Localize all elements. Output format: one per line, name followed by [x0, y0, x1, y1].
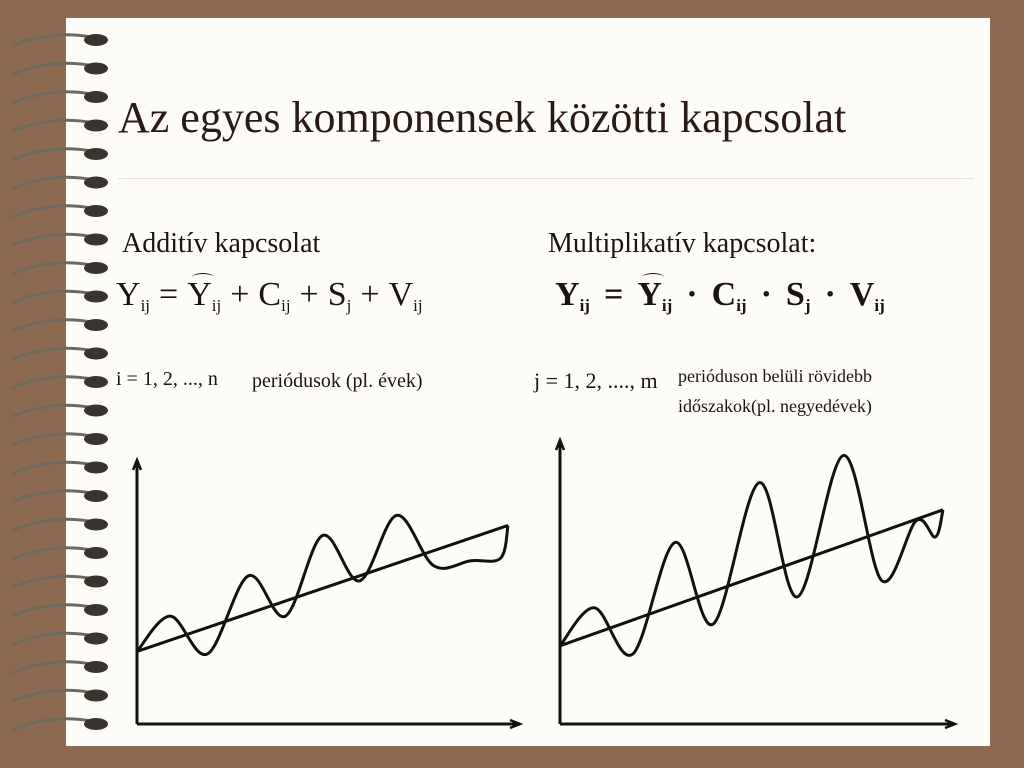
- spiral-ring: [12, 576, 108, 588]
- additive-equation: [116, 276, 423, 316]
- spiral-ring: [12, 319, 108, 331]
- eq-op1: ·: [686, 276, 698, 313]
- spiral-ring: [12, 519, 108, 531]
- spiral-ring: [12, 205, 108, 217]
- eq-yhat-sub: ij: [211, 296, 222, 315]
- multiplicative-heading: Multiplikatív kapcsolat:: [548, 228, 817, 259]
- eq-v-sub: ij: [413, 296, 423, 315]
- eq-c-sub: ij: [281, 296, 291, 315]
- eq-s: S: [785, 276, 805, 313]
- eq-op2: +: [299, 276, 319, 313]
- eq-v: V: [849, 276, 875, 313]
- spiral-ring: [12, 690, 108, 702]
- additive-index: i = 1, 2, ..., n: [116, 368, 218, 390]
- eq-y-sub: ij: [579, 296, 590, 315]
- spiral-ring: [12, 661, 108, 673]
- spiral-ring: [12, 376, 108, 388]
- eq-s-sub: j: [346, 296, 352, 315]
- spiral-binding: [0, 0, 120, 768]
- title-divider: [118, 178, 974, 179]
- eq-op3: ·: [824, 276, 836, 313]
- spiral-ring: [12, 262, 108, 274]
- spiral-ring: [12, 405, 108, 417]
- multiplicative-index: j = 1, 2, ...., m: [534, 368, 658, 393]
- eq-c: C: [258, 276, 282, 313]
- eq-c: C: [711, 276, 737, 313]
- spiral-ring: [12, 63, 108, 75]
- eq-s: S: [327, 276, 347, 313]
- spiral-ring: [12, 91, 108, 103]
- eq-y: Y: [555, 276, 580, 313]
- eq-op2: ·: [760, 276, 772, 313]
- multiplicative-index-desc-line1: perióduson belüli rövidebb: [678, 366, 872, 386]
- eq-c-sub: ij: [736, 296, 747, 315]
- spiral-ring: [12, 348, 108, 360]
- spiral-ring: [12, 462, 108, 474]
- eq-v-sub: ij: [874, 296, 885, 315]
- spiral-ring: [12, 120, 108, 132]
- spiral-ring: [12, 718, 108, 730]
- eq-op1: +: [230, 276, 250, 313]
- spiral-ring: [12, 148, 108, 160]
- eq-equals: =: [603, 276, 624, 313]
- spiral-ring: [12, 490, 108, 502]
- eq-y-sub: ij: [140, 296, 151, 315]
- eq-yhat-sub: ij: [661, 296, 673, 315]
- spiral-ring: [12, 291, 108, 303]
- spiral-ring: [12, 433, 108, 445]
- eq-s-sub: j: [804, 296, 811, 315]
- spiral-ring: [12, 177, 108, 189]
- eq-v: V: [388, 276, 414, 313]
- eq-equals: =: [159, 276, 179, 313]
- multiplicative-equation: [555, 276, 885, 316]
- spiral-ring: [12, 234, 108, 246]
- additive-index-desc: periódusok (pl. évek): [252, 370, 423, 392]
- eq-y: Y: [116, 276, 141, 313]
- eq-yhat: Y: [187, 276, 212, 313]
- spiral-ring: [12, 547, 108, 559]
- spiral-ring: [12, 633, 108, 645]
- additive-heading: Additív kapcsolat: [122, 228, 321, 259]
- spiral-ring: [12, 604, 108, 616]
- multiplicative-index-desc-line2: időszakok(pl. negyedévek): [678, 396, 872, 416]
- eq-op3: +: [360, 276, 380, 313]
- eq-yhat: Y: [637, 276, 662, 313]
- spiral-ring: [12, 34, 108, 46]
- slide-title: Az egyes komponensek közötti kapcsolat: [118, 93, 847, 142]
